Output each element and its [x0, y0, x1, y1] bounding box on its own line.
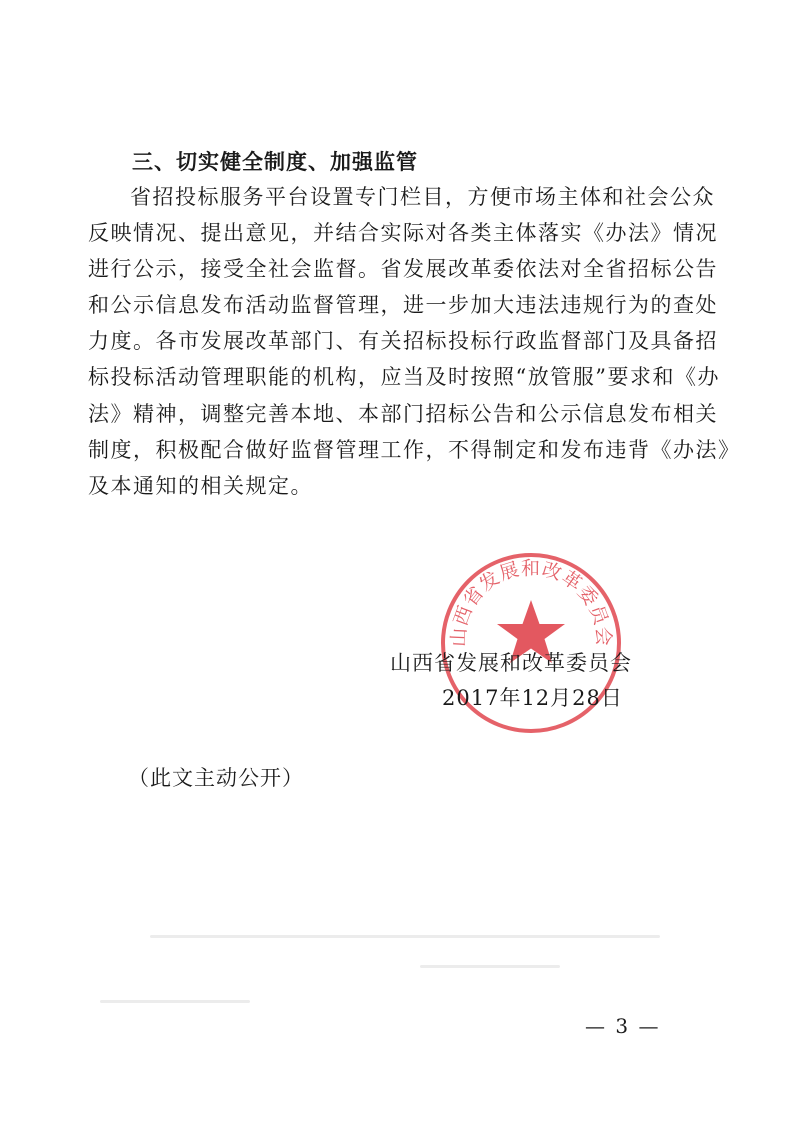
page-number: — 3 — [585, 1014, 661, 1038]
issue-date: 2017年12月28日 [442, 686, 623, 710]
body-line: 和公示信息发布活动监督管理，进一步加大违法违规行为的查处 [88, 293, 718, 318]
body-line: 省招投标服务平台设置专门栏目，方便市场主体和社会公众 [130, 185, 715, 209]
bleed-through-mark [150, 935, 660, 938]
body-line: 力度。各市发展改革部门、有关招标投标行政监督部门及具备招 [88, 329, 718, 354]
body-line: 及本通知的相关规定。 [88, 473, 313, 498]
body-line: 反映情况、提出意见，并结合实际对各类主体落实《办法》情况 [88, 221, 718, 246]
issuer-signature: 山西省发展和改革委员会 [390, 651, 632, 675]
body-line: 标投标活动管理职能的机构，应当及时按照“放管服”要求和《办 [88, 365, 720, 390]
bleed-through-mark [420, 965, 560, 968]
disclosure-note: （此文主动公开） [128, 766, 304, 790]
body-line: 制度，积极配合做好监督管理工作，不得制定和发布违背《办法》 [88, 437, 741, 462]
bleed-through-mark [100, 1000, 250, 1003]
svg-text:山西省发展和改革委员会: 山西省发展和改革委员会 [447, 557, 615, 648]
body-paragraph [88, 179, 741, 504]
section-heading: 三、切实健全制度、加强监管 [132, 150, 418, 174]
body-line: 进行公示，接受全社会监督。省发展改革委依法对全省招标公告 [88, 257, 718, 282]
body-line: 法》精神，调整完善本地、本部门招标公告和公示信息发布相关 [88, 401, 718, 426]
